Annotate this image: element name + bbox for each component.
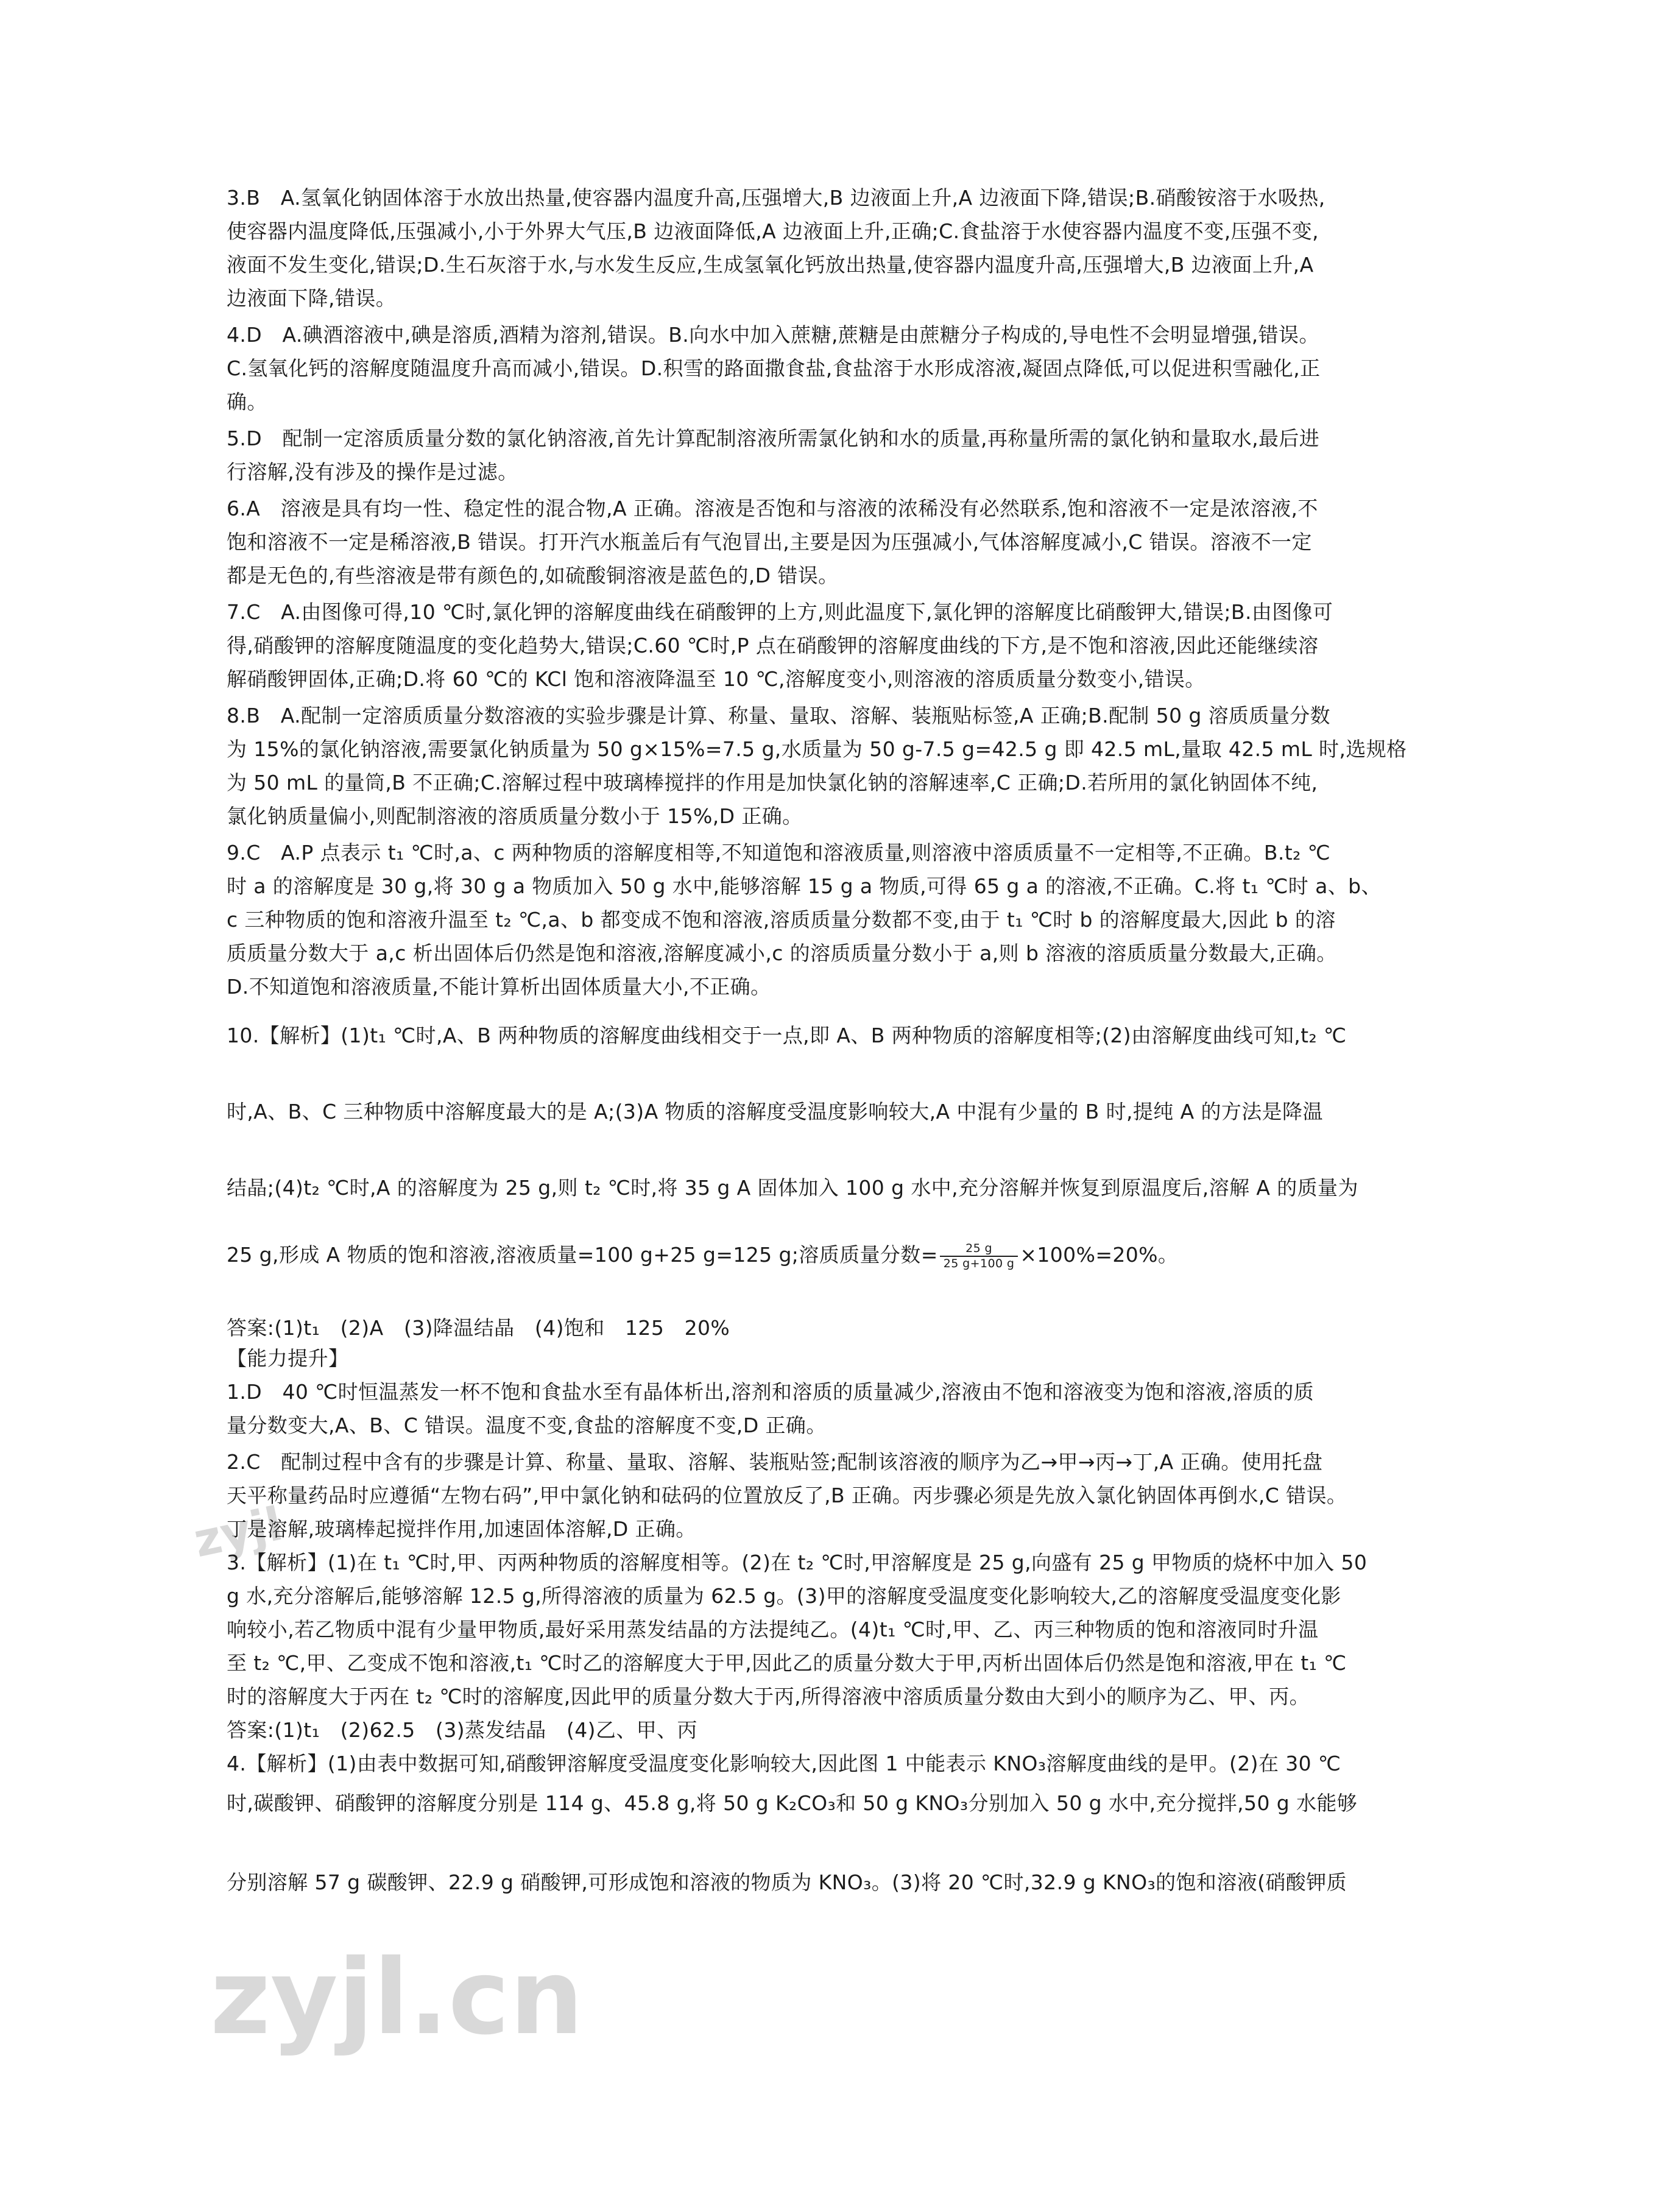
text-line: 解硝酸钾固体,正确;D.将 60 ℃的 KCl 饱和溶液降温至 10 ℃,溶解度变小,则溶液的溶质质量分数变小,错误。 — [227, 667, 1205, 691]
formula-text-before: 25 g,形成 A 物质的饱和溶液,溶液质量=100 g+25 g=125 g;溶质质量分数= — [227, 1243, 938, 1267]
text-line: 9.C A.P 点表示 t₁ ℃时,a、c 两种物质的溶解度相等,不知道饱和溶液质量,则溶液中溶质质量不一定相等,不正确。B.t₂ ℃ — [227, 841, 1331, 865]
text-line: 质质量分数大于 a,c 析出固体后仍然是饱和溶液,溶解度减小,c 的溶质质量分数小于 a,则 b 溶液的溶质质量分数最大,正确。 — [227, 941, 1337, 965]
text-line: 量分数变大,A、B、C 错误。温度不变,食盐的溶解度不变,D 正确。 — [227, 1413, 827, 1437]
text-line: 时 a 的溶解度是 30 g,将 30 g a 物质加入 50 g 水中,能够溶解 15 g a 物质,可得 65 g a 的溶液,不正确。C.将 t₁ ℃时 a、b、 — [227, 874, 1382, 898]
text-line: 答案:(1)t₁ (2)62.5 (3)蒸发结晶 (4)乙、甲、丙 — [227, 1718, 697, 1742]
text-line: 时的溶解度大于丙在 t₂ ℃时的溶解度,因此甲的质量分数大于丙,所得溶液中溶质质量分数由大到小的顺序为乙、甲、丙。 — [227, 1685, 1310, 1708]
text-line: 至 t₂ ℃,甲、乙变成不饱和溶液,t₁ ℃时乙的溶解度大于甲,因此乙的质量分数大于甲,丙析出固体后仍然是饱和溶液,甲在 t₁ ℃ — [227, 1651, 1347, 1675]
text-line: 氯化钠质量偏小,则配制溶液的溶质质量分数小于 15%,D 正确。 — [227, 804, 803, 828]
text-line: 8.B A.配制一定溶质质量分数溶液的实验步骤是计算、称量、量取、溶解、装瓶贴标签,A 正确;B.配制 50 g 溶质质量分数 — [227, 704, 1331, 727]
text-line: 时,碳酸钾、硝酸钾的溶解度分别是 114 g、45.8 g,将 50 g K₂CO₃和 50 g KNO₃分别加入 50 g 水中,充分搅拌,50 g 水能够 — [227, 1791, 1358, 1815]
text-line: 天平称量药品时应遵循“左物右码”,甲中氯化钠和砝码的位置放反了,B 正确。丙步骤必须是先放入氯化钠固体再倒水,C 错误。 — [227, 1484, 1347, 1507]
text-line: 为 15%的氯化钠溶液,需要氯化钠质量为 50 g×15%=7.5 g,水质量为 50 g-7.5 g=42.5 g 即 42.5 mL,量取 42.5 mL 时,选规格 — [227, 737, 1407, 761]
text-line: 3.【解析】(1)在 t₁ ℃时,甲、丙两种物质的溶解度相等。(2)在 t₂ ℃时,甲溶解度是 25 g,向盛有 25 g 甲物质的烧杯中加入 50 — [227, 1551, 1368, 1574]
text-line: 答案:(1)t₁ (2)A (3)降温结晶 (4)饱和 125 20% — [227, 1316, 730, 1340]
text-line: 丁是溶解,玻璃棒起搅拌作用,加速固体溶解,D 正确。 — [227, 1517, 696, 1541]
formula-text-after: ×100%=20%。 — [1020, 1243, 1179, 1267]
text-line: 1.D 40 ℃时恒温蒸发一杯不饱和食盐水至有晶体析出,溶剂和溶质的质量减少,溶液由不饱和溶液变为饱和溶液,溶质的质 — [227, 1380, 1315, 1404]
text-line: 使容器内温度降低,压强减小,小于外界大气压,B 边液面降低,A 边液面上升,正确;C.食盐溶于水使容器内温度不变,压强不变, — [227, 219, 1319, 243]
text-line: 4.D A.碘酒溶液中,碘是溶质,酒精为溶剂,错误。B.向水中加入蔗糖,蔗糖是由蔗糖分子构成的,导电性不会明显增强,错误。 — [227, 323, 1319, 347]
text-line: 响较小,若乙物质中混有少量甲物质,最好采用蒸发结晶的方法提纯乙。(4)t₁ ℃时,甲、乙、丙三种物质的饱和溶液同时升温 — [227, 1618, 1319, 1641]
text-line: C.氢氧化钙的溶解度随温度升高而减小,错误。D.积雪的路面撒食盐,食盐溶于水形成溶液,凝固点降低,可以促进积雪融化,正 — [227, 356, 1321, 380]
text-line: 得,硝酸钾的溶解度随温度的变化趋势大,错误;C.60 ℃时,P 点在硝酸钾的溶解度曲线的下方,是不饱和溶液,因此还能继续溶 — [227, 634, 1319, 657]
fraction-denominator: 25 g+100 g — [943, 1256, 1015, 1270]
text-line: 为 50 mL 的量筒,B 不正确;C.溶解过程中玻璃棒搅拌的作用是加快氯化钠的溶解速率,C 正确;D.若所用的氯化钠固体不纯, — [227, 771, 1318, 794]
text-line: 边液面下降,错误。 — [227, 286, 397, 310]
text-line: 确。 — [227, 390, 267, 414]
text-line: 液面不发生变化,错误;D.生石灰溶于水,与水发生反应,生成氢氧化钙放出热量,使容器内温度升高,压强增大,B 边液面上升,A — [227, 253, 1314, 277]
fraction — [940, 1242, 1018, 1271]
text-line: c 三种物质的饱和溶液升温至 t₂ ℃,a、b 都变成不饱和溶液,溶质质量分数都不变,由于 t₁ ℃时 b 的溶解度最大,因此 b 的溶 — [227, 908, 1336, 932]
text-line: 4.【解析】(1)由表中数据可知,硝酸钾溶解度受温度变化影响较大,因此图 1 中能表示 KNO₃溶解度曲线的是甲。(2)在 30 ℃ — [227, 1752, 1341, 1775]
text-line: 行溶解,没有涉及的操作是过滤。 — [227, 460, 518, 484]
text-line: 5.D 配制一定溶质质量分数的氯化钠溶液,首先计算配制溶液所需氯化钠和水的质量,再称量所需的氯化钠和量取水,最后进 — [227, 426, 1320, 450]
watermark-large: zyjl.cn — [210, 1937, 584, 2058]
text-line: 饱和溶液不一定是稀溶液,B 错误。打开汽水瓶盖后有气泡冒出,主要是因为压强减小,气体溶解度减小,C 错误。溶液不一定 — [227, 530, 1312, 554]
text-line: 【能力提升】 — [227, 1346, 349, 1370]
formula-line — [227, 1234, 1178, 1276]
text-line: 都是无色的,有些溶液是带有颜色的,如硫酸铜溶液是蓝色的,D 错误。 — [227, 564, 839, 587]
text-line: 2.C 配制过程中含有的步骤是计算、称量、量取、溶解、装瓶贴签;配制该溶液的顺序为乙→甲→丙→丁,A 正确。使用托盘 — [227, 1450, 1323, 1474]
text-line: 3.B A.氢氧化钠固体溶于水放出热量,使容器内温度升高,压强增大,B 边液面上升,A 边液面下降,错误;B.硝酸铵溶于水吸热, — [227, 186, 1325, 210]
watermark-small: zyjl — [189, 1496, 288, 1568]
text-line: 结晶;(4)t₂ ℃时,A 的溶解度为 25 g,则 t₂ ℃时,将 35 g A 固体加入 100 g 水中,充分溶解并恢复到原温度后,溶解 A 的质量为 — [227, 1176, 1358, 1200]
text-line: 6.A 溶液是具有均一性、稳定性的混合物,A 正确。溶液是否饱和与溶液的浓稀没有必然联系,饱和溶液不一定是浓溶液,不 — [227, 497, 1318, 520]
text-line: 分别溶解 57 g 碳酸钾、22.9 g 硝酸钾,可形成饱和溶液的物质为 KNO₃。(3)将 20 ℃时,32.9 g KNO₃的饱和溶液(硝酸钾质 — [227, 1870, 1347, 1894]
text-line: 10.【解析】(1)t₁ ℃时,A、B 两种物质的溶解度曲线相交于一点,即 A、B 两种物质的溶解度相等;(2)由溶解度曲线可知,t₂ ℃ — [227, 1024, 1347, 1047]
text-line: 时,A、B、C 三种物质中溶解度最大的是 A;(3)A 物质的溶解度受温度影响较大,A 中混有少量的 B 时,提纯 A 的方法是降温 — [227, 1100, 1323, 1123]
fraction-numerator: 25 g — [940, 1242, 1018, 1257]
text-line: 7.C A.由图像可得,10 ℃时,氯化钾的溶解度曲线在硝酸钾的上方,则此温度下,氯化钾的溶解度比硝酸钾大,错误;B.由图像可 — [227, 600, 1333, 624]
text-line: g 水,充分溶解后,能够溶解 12.5 g,所得溶液的质量为 62.5 g。(3)甲的溶解度受温度变化影响较大,乙的溶解度受温度变化影 — [227, 1584, 1341, 1608]
text-line: D.不知道饱和溶液质量,不能计算析出固体质量大小,不正确。 — [227, 975, 771, 999]
